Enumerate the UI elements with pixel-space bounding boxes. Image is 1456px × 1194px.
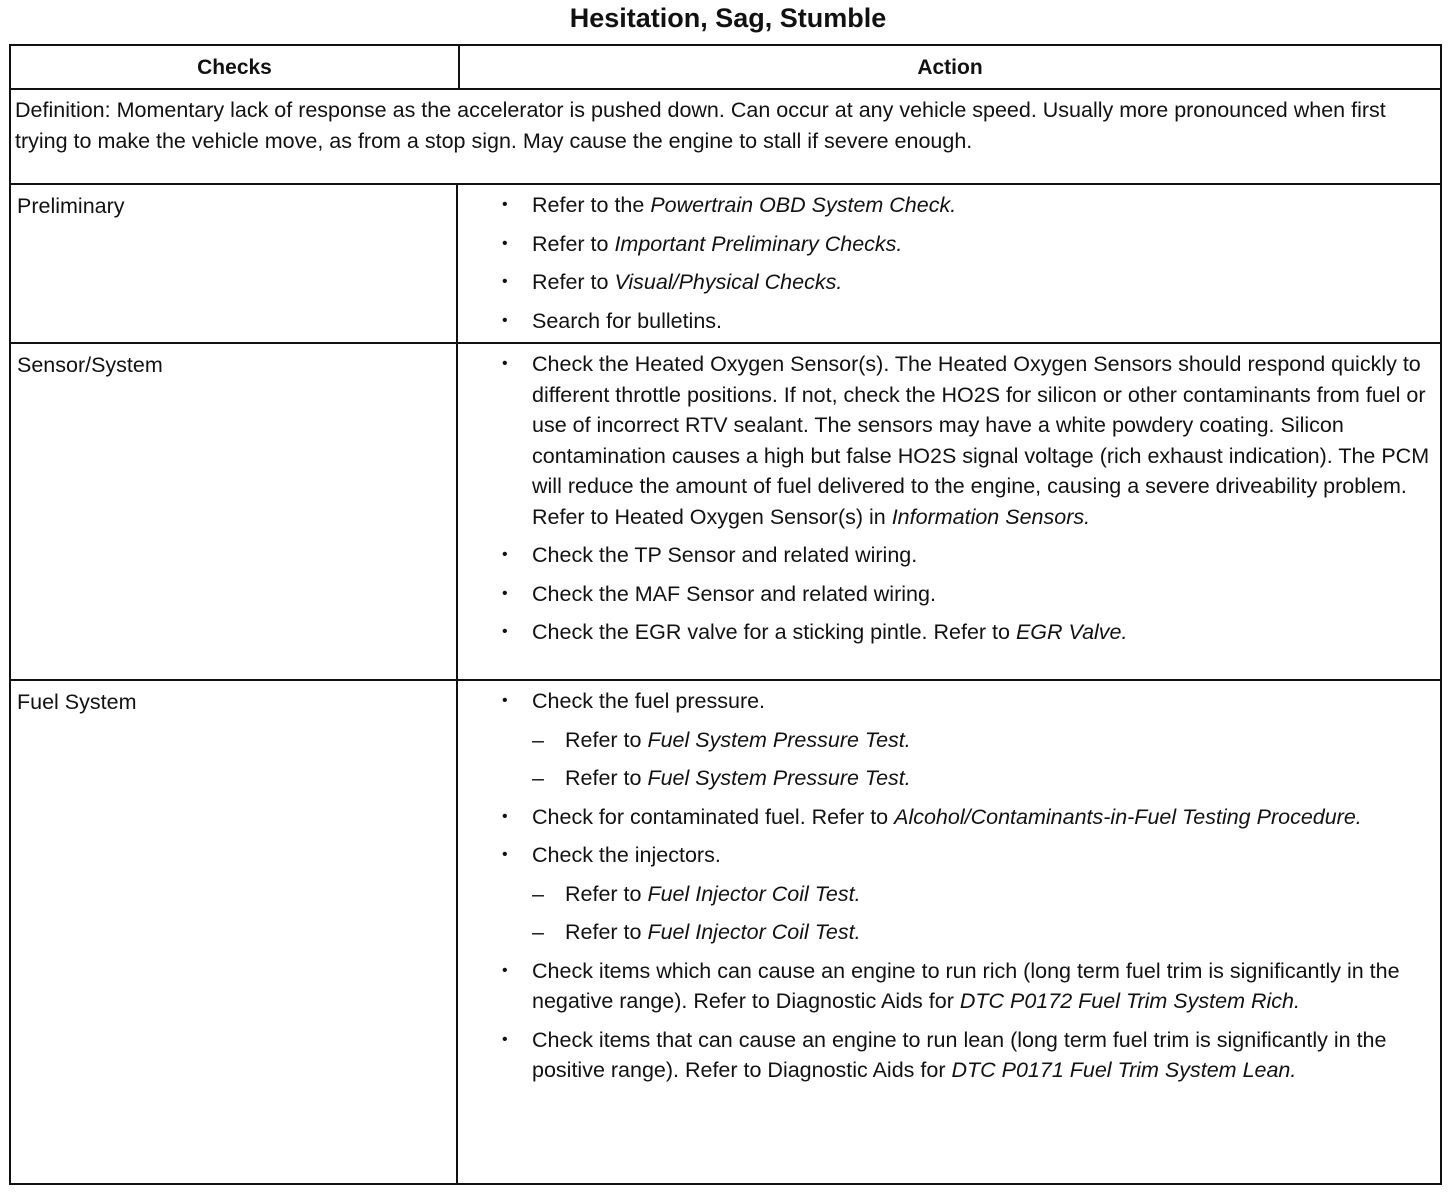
action-text: Refer to the xyxy=(532,193,651,217)
bullet-marker: • xyxy=(502,234,508,252)
dash-marker: – xyxy=(532,766,544,790)
dash-marker: – xyxy=(532,727,544,752)
action-subitem xyxy=(460,917,1440,948)
action-text: Refer to xyxy=(565,881,648,906)
action-subitem xyxy=(460,725,1440,756)
table-row-sensor-system xyxy=(11,344,1440,681)
action-reference: Fuel System Pressure Test. xyxy=(647,766,911,790)
check-label: Preliminary xyxy=(11,185,458,342)
action-text: Check the injectors. xyxy=(532,843,721,867)
action-item xyxy=(460,306,1440,337)
diagnostic-table xyxy=(9,44,1442,1185)
action-text: Refer to xyxy=(565,920,648,944)
action-text: Check the TP Sensor and related wiring. xyxy=(532,543,918,567)
bullet-marker: • xyxy=(502,273,508,290)
action-item xyxy=(460,579,1440,610)
bullet-marker: • xyxy=(502,546,508,563)
action-list xyxy=(460,185,1440,342)
action-reference: Visual/Physical Checks. xyxy=(614,270,843,294)
action-item xyxy=(460,840,1440,871)
page-title: Hesitation, Sag, Stumble xyxy=(569,3,887,33)
action-list xyxy=(460,344,1440,679)
action-text: Check the EGR valve for a sticking pintle. Refer to xyxy=(532,620,1016,644)
action-reference: Fuel System Pressure Test. xyxy=(647,727,911,752)
action-item xyxy=(460,686,1440,717)
action-text: Check the Heated Oxygen Sensor(s). The Heated Oxygen Sensors should respond quickly to different throttle positions. If not, check the HO2S for silicon or other contaminants from fuel or use of incorrect RTV sealant. The sensors may have a white powdery coating. Silicon contamination causes a high but false HO2S signal voltage (rich exhaust indication). The PCM will reduce the amount of fuel delivered to the engine, causing a severe driveability problem. Refer to Heated Oxygen Sensor(s) in xyxy=(532,352,1430,529)
header-action: Action xyxy=(917,56,983,79)
action-item xyxy=(460,1025,1440,1086)
bullet-marker: • xyxy=(502,584,508,602)
action-text: Check items which can cause an engine to run rich (long term fuel trim is significantly in the negative range). Refer to Diagnostic Aids for xyxy=(532,958,1400,1013)
action-item xyxy=(460,349,1440,532)
action-reference: DTC P0171 Fuel Trim System Lean. xyxy=(951,1058,1297,1082)
dash-marker: – xyxy=(532,881,544,906)
action-text: Check the MAF Sensor and related wiring. xyxy=(532,581,936,606)
action-list xyxy=(460,681,1440,1183)
action-item xyxy=(460,190,1440,221)
bullet-marker: • xyxy=(502,807,508,825)
action-reference: Fuel Injector Coil Test. xyxy=(647,920,861,944)
bullet-marker: • xyxy=(502,623,508,640)
header-checks: Checks xyxy=(11,46,460,88)
action-text: Refer to xyxy=(565,766,648,790)
action-reference: Fuel Injector Coil Test. xyxy=(647,881,861,906)
action-item xyxy=(460,267,1440,298)
bullet-marker: • xyxy=(502,692,508,709)
bullet-marker: • xyxy=(502,846,508,863)
table-row-preliminary xyxy=(11,185,1440,344)
action-reference: Alcohol/Contaminants-in-Fuel Testing Procedure. xyxy=(894,804,1362,829)
action-text: Refer to xyxy=(565,727,648,752)
dash-marker: – xyxy=(532,920,544,944)
check-label: Fuel System xyxy=(11,681,458,1183)
table-header xyxy=(11,46,1440,90)
action-subitem xyxy=(460,763,1440,794)
action-reference: Powertrain OBD System Check. xyxy=(650,193,957,217)
action-item xyxy=(460,802,1440,833)
action-text: Check for contaminated fuel. Refer to xyxy=(532,804,895,829)
definition-row: Definition: Momentary lack of response as the accelerator is pushed down. Can occur at any vehicle speed. Usually more pronounced when first trying to make the vehicle move, as from a stop sign. May cause the engine to stall if severe enough. xyxy=(11,90,1440,185)
action-item xyxy=(460,956,1440,1017)
bullet-marker: • xyxy=(502,355,508,372)
action-text: Check items that can cause an engine to run lean (long term fuel trim is significantly in the positive range). Refer to Diagnostic Aids for xyxy=(532,1027,1387,1082)
action-text: Refer to xyxy=(532,231,615,256)
action-reference: DTC P0172 Fuel Trim System Rich. xyxy=(959,989,1300,1013)
action-subitem xyxy=(460,879,1440,910)
bullet-marker: • xyxy=(502,311,508,329)
action-text: Check the fuel pressure. xyxy=(532,689,766,713)
bullet-marker: • xyxy=(502,961,508,979)
action-item xyxy=(460,540,1440,571)
action-item xyxy=(460,617,1440,648)
action-reference: Important Preliminary Checks. xyxy=(614,231,903,256)
action-reference: EGR Valve. xyxy=(1015,620,1128,644)
bullet-marker: • xyxy=(502,1030,508,1048)
action-text: Search for bulletins. xyxy=(532,308,723,333)
action-reference: Information Sensors. xyxy=(891,504,1091,529)
table-row-fuel-system xyxy=(11,681,1440,1183)
bullet-marker: • xyxy=(502,196,508,213)
check-label: Sensor/System xyxy=(11,344,458,679)
action-text: Refer to xyxy=(532,270,615,294)
action-item xyxy=(460,229,1440,260)
